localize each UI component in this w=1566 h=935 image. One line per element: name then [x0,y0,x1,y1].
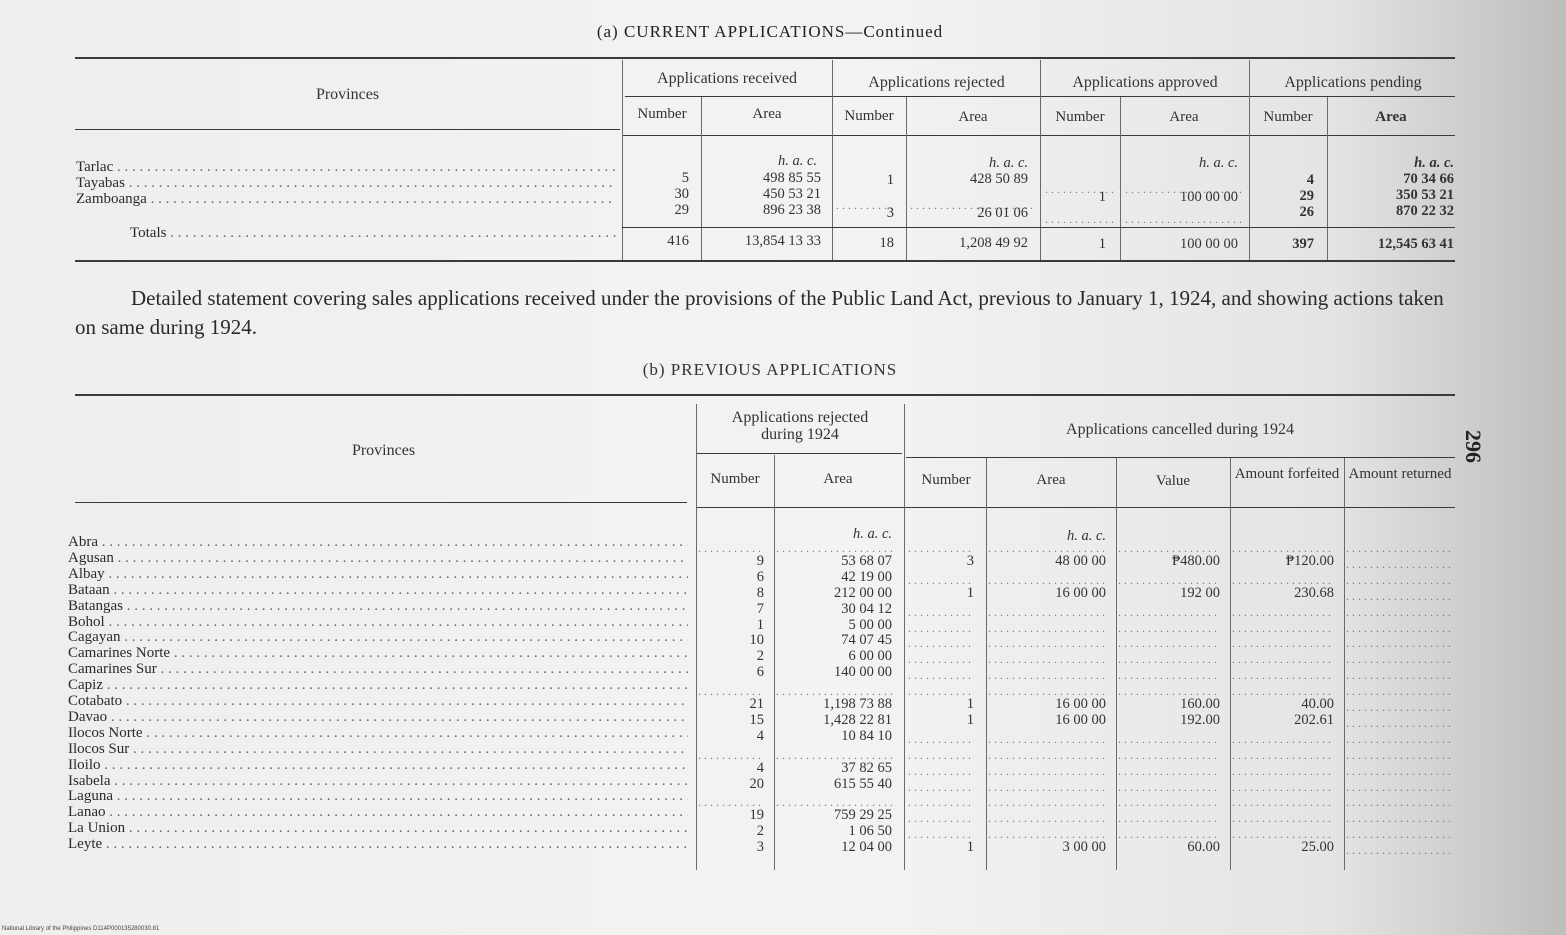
table-b-dots [1118,734,1220,744]
table-b-dots [698,750,764,760]
table-b-dots [1232,829,1334,839]
table-b-vline [696,404,697,870]
table-a-total: 12,545 63 41 [1377,236,1454,252]
table-b-cell: 37 82 65 [841,759,892,776]
table-b-dots [1118,543,1220,553]
table-b-cell: 192.00 [1180,711,1220,728]
table-a-header-provinces: Provinces [315,86,380,103]
table-a-cell: 3 [886,205,894,221]
table-a-cell: 26 01 06 [977,205,1028,221]
table-b-dots [1118,782,1220,792]
table-b-dots [1346,654,1452,664]
table-b-cell: 759 29 25 [834,807,892,824]
table-b-cell: 12 04 00 [841,839,892,856]
table-a-total: 397 [1292,236,1314,252]
table-b-dots [908,638,974,648]
table-b-vline [904,404,905,870]
table-b-dots [1118,829,1220,839]
table-b-dots [1118,575,1220,585]
table-a-bottom-rule [75,260,1455,262]
table-b-unit: h. a. c. [1066,528,1106,544]
table-b-cell: 1 [966,696,974,712]
table-a-cell: 26 [1299,204,1314,220]
table-a-rej-number-header: Number [844,108,894,124]
table-b-dots [908,813,974,823]
table-a-row-label: Tayabas . . . [76,176,616,192]
table-a-cell: 498 85 55 [763,170,821,186]
table-b-dots [1346,766,1452,776]
table-b-cell: 202.61 [1294,711,1334,728]
table-b-header-rule-left [75,502,687,503]
table-a-cell: 29 [674,202,689,218]
table-b-cell: 160.00 [1180,696,1220,712]
table-b-cell: 2 [756,648,764,665]
table-b-dots [988,686,1106,696]
table-b-cell: 30 04 12 [841,600,892,617]
table-b-dots [1118,654,1220,664]
table-b-unit: h. a. c. [852,526,892,542]
table-b-cell: 15 [749,711,764,728]
table-b-dots [1346,623,1452,633]
table-b-cell: 140 00 00 [834,664,892,681]
table-a-pend-number-header: Number [1263,109,1313,125]
table-b-cell: 3 [756,839,764,856]
table-b-dots [1346,702,1452,712]
table-a-cell: 896 23 38 [763,202,821,218]
table-a-total: 1 [1098,236,1106,252]
table-b-cell: 5 00 00 [848,616,892,633]
table-a-cell: 30 [674,186,689,202]
table-b-cell: 1 [966,711,974,728]
table-b-row-label: Camarines Norte . . . [68,646,688,662]
table-a-row-label: Zamboanga . . . [76,192,616,208]
table-b-cell: 1 [966,584,974,601]
table-a-total: 13,854 13 33 [744,233,821,249]
table-a-total: 18 [879,235,894,251]
table-a-dots [1045,214,1117,224]
table-b-cell: 3 [966,552,974,569]
table-b-dots [1346,782,1452,792]
table-a-total: 416 [667,233,689,249]
table-b-cell: 4 [756,727,764,744]
table-b-dots [908,766,974,776]
table-a-vline [701,97,702,260]
table-a-totals-label: Totals . . . [130,226,616,242]
table-b-cell: 230.68 [1294,584,1334,601]
table-b-row-label: Capiz . . . [68,678,688,694]
table-b-dots [1232,750,1334,760]
table-a-rec-number-header: Number [637,106,687,122]
table-a-cell: 5 [681,170,689,186]
table-b-dots [776,750,892,760]
table-b-row-label: Camarines Sur . . . [68,662,688,678]
table-b-dots [1232,638,1334,648]
table-a-vline [832,60,833,260]
table-b-cell: 16 00 00 [1055,696,1106,712]
table-a-rec-area-header: Area [752,106,782,122]
table-a-cell: 1 [1098,189,1106,205]
table-b-cell: 7 [756,600,764,617]
table-a-title: (a) CURRENT APPLICATIONS—Continued [596,22,944,41]
table-b-cell: 615 55 40 [834,775,892,792]
table-b-cell: 25.00 [1301,839,1334,856]
table-b-dots [908,575,974,585]
table-b-dots [1232,654,1334,664]
table-b-dots [988,575,1106,585]
table-b-dots [908,829,974,839]
table-b-dots [1346,559,1452,569]
table-b-dots [1118,750,1220,760]
table-b-row-label: Ilocos Sur . . . [68,742,688,758]
table-b-can-number-header: Number [921,472,971,488]
table-b-dots [988,813,1106,823]
table-b-dots [988,829,1106,839]
table-b-dots [1118,638,1220,648]
table-b-cell: 16 00 00 [1055,584,1106,601]
table-b-row-label: La Union . . . [68,821,688,837]
table-a-rej-area-header: Area [958,109,988,125]
table-a-app-number-header: Number [1055,109,1105,125]
table-b-vline [1230,458,1231,870]
table-a-vline [1040,60,1041,260]
table-b-cell: 60.00 [1187,839,1220,856]
table-a-header-pending: Applications pending [1284,74,1422,91]
table-b-dots [776,543,892,553]
table-a-unit: h. a. c. [988,155,1028,171]
footer-credit: National Library of the Philippines D114P000135280030.81 [2,926,160,932]
table-b-header-cancelled: Applications cancelled during 1924 [1066,421,1294,438]
table-a-row-label: Tarlac . . . [76,160,616,176]
page-number: 296 [1461,430,1486,463]
table-b-row-label: Albay . . . [68,567,688,583]
table-b-dots [988,654,1106,664]
table-b-cell: 10 84 10 [841,727,892,744]
table-b-dots [1346,575,1452,585]
table-b-dots [1232,543,1334,553]
table-b-dots [988,670,1106,680]
table-b-dots [988,734,1106,744]
table-a-unit: h. a. c. [777,153,817,169]
table-a-total: 1,208 49 92 [959,235,1028,251]
table-b-row-label: Davao . . . [68,710,688,726]
table-a-unit: h. a. c. [1414,155,1454,171]
table-b-cell: 9 [756,552,764,569]
table-b-dots [988,638,1106,648]
table-b-cell: 1 [966,839,974,856]
table-b-dots [1346,750,1452,760]
table-b-dots [1232,607,1334,617]
table-b-cell: 10 [749,632,764,649]
table-a-vline [622,60,623,260]
table-b-cell: 1 06 50 [848,823,892,840]
table-b-dots [1346,813,1452,823]
table-b-row-label: Abra . . . [68,535,688,551]
table-b-title: (b) PREVIOUS APPLICATIONS [642,360,898,379]
table-b-row-label: Iloilo . . . [68,758,688,774]
table-b-dots [908,543,974,553]
table-b-dots [698,543,764,553]
table-b-cell: 21 [749,696,764,712]
table-b-value-header: Value [1155,473,1191,489]
table-b-cell: 4 [756,759,764,776]
table-a-cell: 870 22 32 [1396,203,1454,219]
table-b-dots [1118,607,1220,617]
table-b-can-area-header: Area [1036,472,1066,488]
table-a-app-area-header: Area [1169,109,1199,125]
table-b-dots [1232,797,1334,807]
table-b-cell: 74 07 45 [841,632,892,649]
table-b-cell: 1,428 22 81 [823,711,892,728]
table-b-dots [1232,575,1334,585]
table-b-dots [1346,670,1452,680]
table-b-dots [1232,813,1334,823]
table-b-dots [988,797,1106,807]
table-b-dots [1232,766,1334,776]
table-a-vline [1327,97,1328,260]
table-b-row-label: Cagayan . . . [68,630,688,646]
table-b-header-provinces: Provinces [351,442,416,459]
table-b-cell: 20 [749,775,764,792]
table-b-dots [776,686,892,696]
table-a-pend-area-header: Area [1375,109,1407,125]
table-b-cell: ₱120.00 [1286,552,1334,569]
table-b-row-label: Leyte . . . [68,837,688,853]
table-b-row-label: Bohol . . . [68,615,688,631]
table-b-subheader-rule [697,453,902,454]
table-b-cell: 48 00 00 [1055,552,1106,569]
table-b-cell: 3 00 00 [1062,839,1106,856]
table-b-dots [988,766,1106,776]
table-b-vline [986,458,987,870]
table-b-top-rule [75,394,1455,396]
table-a-cell: 100 00 00 [1180,189,1238,205]
table-b-row-label: Cotabato . . . [68,694,688,710]
table-b-dots [776,797,892,807]
statement-paragraph: Detailed statement covering sales applications received under the provisions of the Public Land Act, previous to January 1, 1924, and showing actions taken on same during 1924. [75,286,1444,339]
table-b-dots [1232,782,1334,792]
table-b-cell: 6 00 00 [848,648,892,665]
table-b-dots [1232,686,1334,696]
table-b-header-rejected: Applications rejected during 1924 [731,409,869,443]
table-b-row-label: Lanao . . . [68,805,688,821]
table-b-cell: 192 00 [1180,584,1220,601]
table-b-dots [908,797,974,807]
table-a-totals-rule [622,227,1455,228]
table-a-header-received: Applications received [657,70,797,87]
table-b-returned-header: Amount returned [1348,466,1452,482]
table-b-vline [774,455,775,870]
table-a-cell: 29 [1299,188,1314,204]
table-b-cell: 40.00 [1301,696,1334,712]
table-b-dots [1346,718,1452,728]
table-b-cell: 42 19 00 [841,568,892,585]
table-b-dots [908,623,974,633]
table-b-dots [1118,766,1220,776]
table-b-forfeited-header: Amount forfeited [1234,466,1340,482]
table-a-header-rule-right [622,135,1455,136]
table-b-row-label: Laguna . . . [68,789,688,805]
table-b-row-label: Batangas . . . [68,599,688,615]
table-a-vline [1249,60,1250,260]
table-b-dots [1346,829,1452,839]
table-a-vline [1120,97,1121,260]
table-b-dots [1346,845,1452,855]
table-b-cell: 16 00 00 [1055,711,1106,728]
table-a-header-rejected: Applications rejected [868,74,1005,91]
table-b-dots [908,686,974,696]
table-b-cell: ₱480.00 [1172,552,1220,569]
table-b-rej-number-header: Number [710,471,760,487]
table-b-dots [1232,734,1334,744]
table-b-cell: 1 [756,616,764,633]
table-b-dots [1346,591,1452,601]
table-b-dots [908,670,974,680]
table-a-cell: 4 [1306,172,1314,188]
table-b-cell: 2 [756,823,764,840]
table-a-dots [1125,214,1243,224]
table-a-total: 100 00 00 [1180,236,1238,252]
table-b-vline [1116,458,1117,870]
table-b-row-label: Isabela . . . [68,774,688,790]
table-b-dots [908,654,974,664]
table-a-cell: 1 [886,172,894,188]
table-b-dots [1232,623,1334,633]
table-b-cell: 53 68 07 [841,552,892,569]
table-b-dots [908,607,974,617]
table-b-dots [988,782,1106,792]
table-b-dots [1118,670,1220,680]
table-b-cell: 6 [756,568,764,585]
table-b-dots [908,782,974,792]
table-b-dots [698,686,764,696]
table-b-dots [988,607,1106,617]
table-b-cell: 6 [756,664,764,681]
table-b-dots [1232,670,1334,680]
table-a-cell: 450 53 21 [763,186,821,202]
table-b-dots [698,797,764,807]
table-b-vline [1344,458,1345,870]
table-b-cell: 1,198 73 88 [823,696,892,712]
table-b-dots [988,543,1106,553]
table-b-dots [1346,638,1452,648]
table-b-dots [1346,607,1452,617]
table-b-dots [1118,623,1220,633]
table-a-cell: 350 53 21 [1396,187,1454,203]
table-a-cell: 428 50 89 [970,171,1028,187]
table-b-dots [1346,543,1452,553]
table-b-dots [1346,797,1452,807]
table-b-dots [1118,813,1220,823]
table-b-dots [1118,797,1220,807]
table-a-top-rule [75,57,1455,59]
table-b-dots [908,734,974,744]
table-a-vline [906,97,907,260]
table-b-cell: 212 00 00 [834,584,892,601]
table-a-header-approved: Applications approved [1072,74,1218,91]
table-b-row-label: Bataan . . . [68,583,688,599]
table-b-cell: 19 [749,807,764,824]
table-b-dots [988,750,1106,760]
table-b-dots [1346,686,1452,696]
table-b-header-rule-right [697,507,1455,508]
table-b-dots [1118,686,1220,696]
table-b-subheader-rule [906,457,1455,458]
table-b-row-label: Ilocos Norte . . . [68,726,688,742]
table-b-dots [1346,734,1452,744]
table-a-cell: 70 34 66 [1403,171,1454,187]
table-b-dots [988,623,1106,633]
table-b-dots [908,750,974,760]
table-a-header-rule-left [75,129,620,130]
table-b-row-label: Agusan . . . [68,551,688,567]
table-b-cell: 8 [756,584,764,601]
table-b-rej-area-header: Area [823,471,853,487]
table-a-unit: h. a. c. [1198,155,1238,171]
